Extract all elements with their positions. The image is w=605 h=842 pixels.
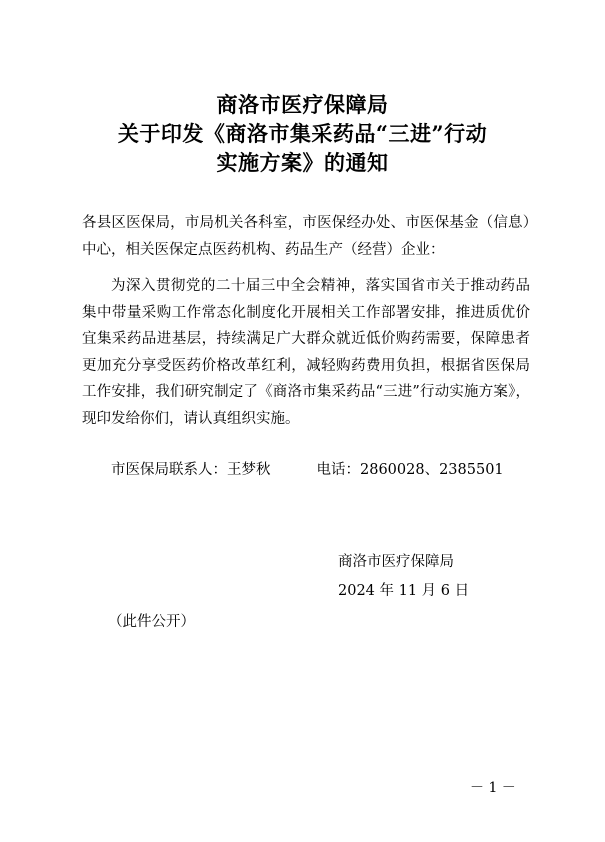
addressee-paragraph: 各县区医保局，市局机关各科室，市医保经办处、市医保基金（信息）中心，相关医保定点医药机构、药品生产（经营）企业： — [82, 215, 530, 258]
title-line-3: 实施方案》的通知 — [216, 150, 389, 175]
signature-organization: 商洛市医疗保障局 — [338, 554, 454, 570]
document-title — [0, 90, 605, 177]
signature-date: 2024 年 11 月 6 日 — [338, 583, 470, 599]
title-line-1: 商洛市医疗保障局 — [216, 92, 389, 117]
title-line-2: 关于印发《商洛市集采药品“三进”行动 — [117, 121, 488, 146]
contact-line — [111, 457, 504, 483]
page-number: － 1 － — [470, 780, 516, 796]
contact-person: 市医保局联系人：王梦秋 — [111, 462, 271, 478]
main-paragraph: 为深入贯彻党的二十届三中全会精神，落实国省市关于推动药品集中带量采购工作常态化制度化开展相关工作部署安排，推进质优价宜集采药品进基层，持续满足广大群众就近低价购药需要，保障患者更加充分享受医药价格改革红利，减轻购药费用负担，根据省医保局工作安排，我们研究制定了《商洛市集采药品“三进”行动实施方案》，现印发给你们，请认真组织实施。 — [82, 278, 530, 427]
public-note: （此件公开） — [108, 614, 195, 630]
contact-phone: 电话：2860028、2385501 — [316, 462, 504, 478]
